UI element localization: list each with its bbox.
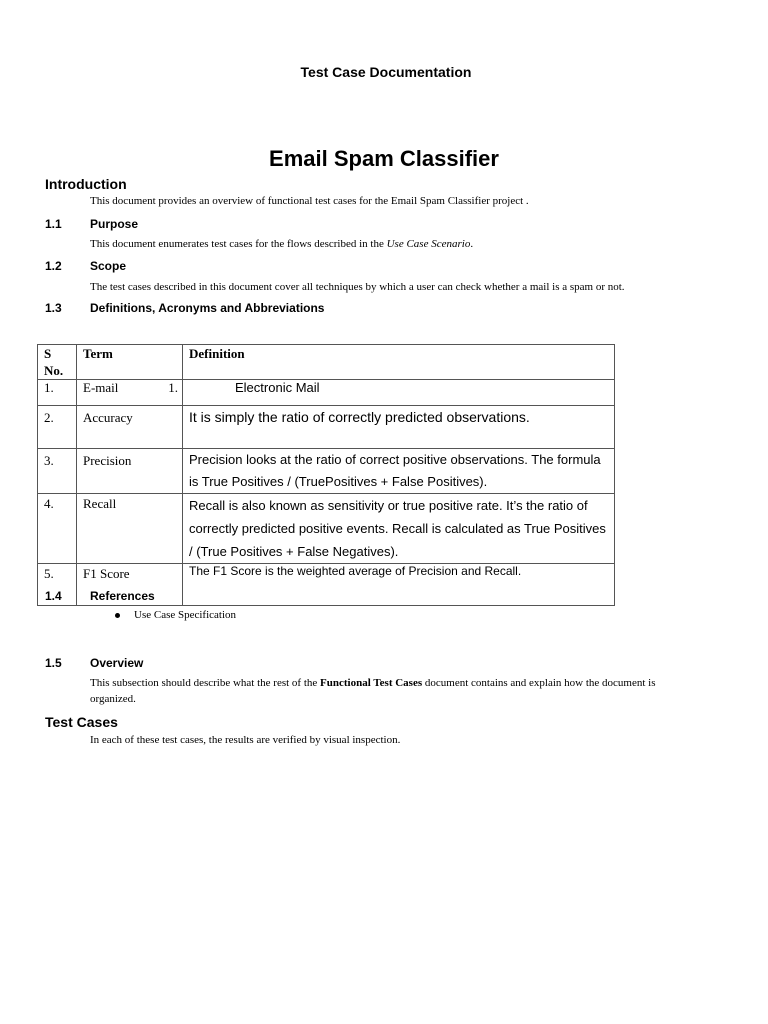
row-sno: 4. xyxy=(38,494,77,564)
table-header-row xyxy=(38,345,615,380)
functional-test-cases-term: Functional Test Cases xyxy=(320,677,423,689)
row-sno: 1. xyxy=(38,380,77,406)
scope-heading: Scope xyxy=(90,259,127,273)
definitions-heading: Definitions, Acronyms and Abbreviations xyxy=(90,301,325,315)
term-text: E-mail xyxy=(83,380,119,395)
list-item xyxy=(115,609,236,621)
purpose-text-end: . xyxy=(470,238,474,250)
introduction-heading: Introduction xyxy=(45,176,127,192)
scope-text: The test cases described in this document cover all techniques by which a user can check whether a mail is a spam or not. xyxy=(90,281,625,293)
table-row xyxy=(38,406,615,449)
column-header-term: Term xyxy=(77,345,183,380)
row-definition: Electronic Mail xyxy=(183,380,615,406)
purpose-heading: Purpose xyxy=(90,217,139,231)
column-header-definition: Definition xyxy=(183,345,615,380)
document-title: Email Spam Classifier xyxy=(269,146,499,171)
row-sno: 5. xyxy=(38,564,77,606)
test-cases-text: In each of these test cases, the results are verified by visual inspection. xyxy=(90,734,401,746)
row-term xyxy=(77,380,183,406)
table-row xyxy=(38,494,615,564)
references-heading: References xyxy=(90,589,155,603)
test-cases-heading: Test Cases xyxy=(45,714,118,730)
row-sno: 2. xyxy=(38,406,77,449)
purpose-text-start: This document enumerates test cases for the flows described in the xyxy=(90,238,387,250)
overview-text-end: document contains and explain how the document is organized. xyxy=(90,677,656,705)
row-term: Accuracy xyxy=(77,406,183,449)
purpose-number: 1.1 xyxy=(45,217,62,231)
definitions-table xyxy=(37,344,615,606)
table-row xyxy=(38,380,615,406)
overview-number: 1.5 xyxy=(45,656,62,670)
row-definition: Recall is also known as sensitivity or true positive rate. It’s the ratio of correctly predicted positive events. Recall is calculated as True Positives / (True Positives + False Negatives). xyxy=(183,494,615,564)
document-header: Test Case Documentation xyxy=(300,64,472,80)
column-header-sno: S No. xyxy=(38,345,77,380)
introduction-text: This document provides an overview of functional test cases for the Email Spam Classifier project . xyxy=(90,195,529,207)
purpose-text xyxy=(90,236,473,252)
row-definition: Precision looks at the ratio of correct positive observations. The formula is True Positives / (TruePositives + False Positives). xyxy=(183,449,615,494)
overview-text xyxy=(90,675,690,707)
row-sno: 3. xyxy=(38,449,77,494)
use-case-scenario-reference: Use Case Scenario xyxy=(386,238,471,250)
bullet-icon xyxy=(115,613,120,618)
scope-number: 1.2 xyxy=(45,259,62,273)
row-term: Recall xyxy=(77,494,183,564)
overview-text-start: This subsection should describe what the rest of the xyxy=(90,677,321,689)
row-term: Precision xyxy=(77,449,183,494)
row-definition: The F1 Score is the weighted average of Precision and Recall. xyxy=(183,564,615,606)
reference-item-text: Use Case Specification xyxy=(134,609,237,621)
references-list xyxy=(115,609,236,621)
definitions-number: 1.3 xyxy=(45,301,62,315)
row-definition: It is simply the ratio of correctly predicted observations. xyxy=(183,406,615,449)
row-term: F1 Score xyxy=(77,564,183,606)
term-list-number: 1. xyxy=(168,380,178,395)
references-number: 1.4 xyxy=(45,589,62,603)
overview-heading: Overview xyxy=(90,656,144,670)
table-row xyxy=(38,449,615,494)
